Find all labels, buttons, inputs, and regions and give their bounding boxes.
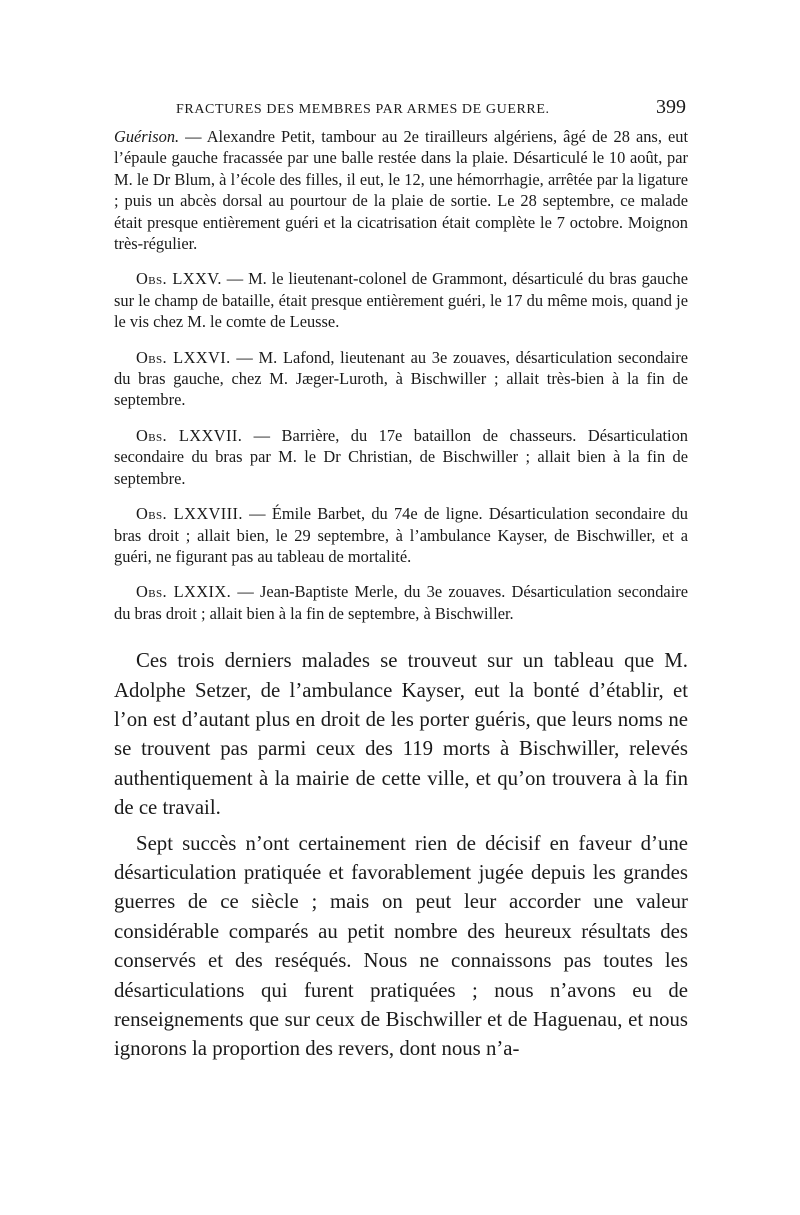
paragraph-guerison xyxy=(114,126,688,254)
page-number: 399 xyxy=(656,96,686,118)
observation-79-text: — Jean-Baptiste Merle, du 3e zouaves. Désarticulation secondaire du bras droit ; allait bien à la fin de septembre, à Bischwiller. xyxy=(114,582,688,623)
book-page xyxy=(114,96,688,1070)
observation-76-text: — M. Lafond, lieutenant au 3e zouaves, désarticulation secondaire du bras gauche, chez M. Jæger-Luroth, à Bischwiller ; allait très-bien à la fin de septembre. xyxy=(114,347,689,410)
guerison-lead: Guérison. xyxy=(114,127,180,146)
observation-79 xyxy=(114,581,688,624)
guerison-text: — Alexandre Petit, tambour au 2e tirailleurs algériens, âgé de 28 ans, eut l’épaule gauche fracassée par une balle restée dans la plaie. Désarticulé le 10 août, par M. le Dr Blum, à l’école des filles, il eut, le 12, une hémorrhagie, arrêtée par la ligature ; puis un abcès dorsal au pourtour de la plaie de sortie. Le 28 septembre, ce malade était presque entièrement guéri et la cicatrisation était complète le 7 octobre. Moignon très-régulier. xyxy=(114,127,688,254)
body-paragraph-2: Sept succès n’ont certainement rien de décisif en faveur d’une désarticulation pratiquée et favorablement jugée depuis les grandes guerres de ce siècle ; mais on peut leur accorder une valeur considérable comparés au petit nombre des heureux résultats des conservés et des reséqués. Nous ne connaissons pas toutes les désarticulations qui furent pratiquées ; nous n’avons eu de renseignements que sur ceux de Bischwiller et de Haguenau, et nous ignorons la proportion des revers, dont nous n’a- xyxy=(114,831,688,1061)
observation-76-label: Obs. LXXVI. xyxy=(136,347,231,367)
observation-75-label: Obs. LXXV. xyxy=(136,269,222,289)
body-paragraph-1: Ces trois derniers malades se trouveut sur un tableau que M. Adolphe Setzer, de l’ambulance Kayser, eut la bonté d’établir, et l’on est d’autant plus en droit de les porter guéris, que leurs noms ne se trouvent pas parmi ceux des 119 morts à Bischwiller, relevés authentiquement à la mairie de cette ville, et qu’on trouvera à la fin de ce travail. xyxy=(114,649,688,820)
running-head xyxy=(114,96,688,124)
observation-78-label: Obs. LXXVIII. xyxy=(136,504,243,524)
observation-77-label: Obs. LXXVII. xyxy=(136,425,243,445)
observation-75 xyxy=(114,268,688,332)
observation-78 xyxy=(114,503,688,567)
observation-77-text: — Barrière, du 17e bataillon de chasseurs. Désarticulation secondaire du bras par M. le Dr Christian, de Bischwiller ; allait bien à la fin de septembre. xyxy=(114,425,689,488)
running-title: FRACTURES DES MEMBRES PAR ARMES DE GUERRE. xyxy=(176,102,550,117)
observation-79-label: Obs. LXXIX. xyxy=(136,582,232,602)
observation-78-text: — Émile Barbet, du 74e de ligne. Désarticulation secondaire du bras droit ; allait bien, le 29 septembre, à l’ambulance Kayser, de Bischwiller, et a guéri, ne figurant pas au tableau de mortalité. xyxy=(114,504,688,566)
observation-77 xyxy=(114,425,688,489)
observation-75-text: — M. le lieutenant-colonel de Grammont, désarticulé du bras gauche sur le champ de bataille, était presque entièrement guéri, le 17 du même mois, quand je le vis chez M. le comte de Leusse. xyxy=(114,269,688,332)
observation-76 xyxy=(114,347,688,411)
